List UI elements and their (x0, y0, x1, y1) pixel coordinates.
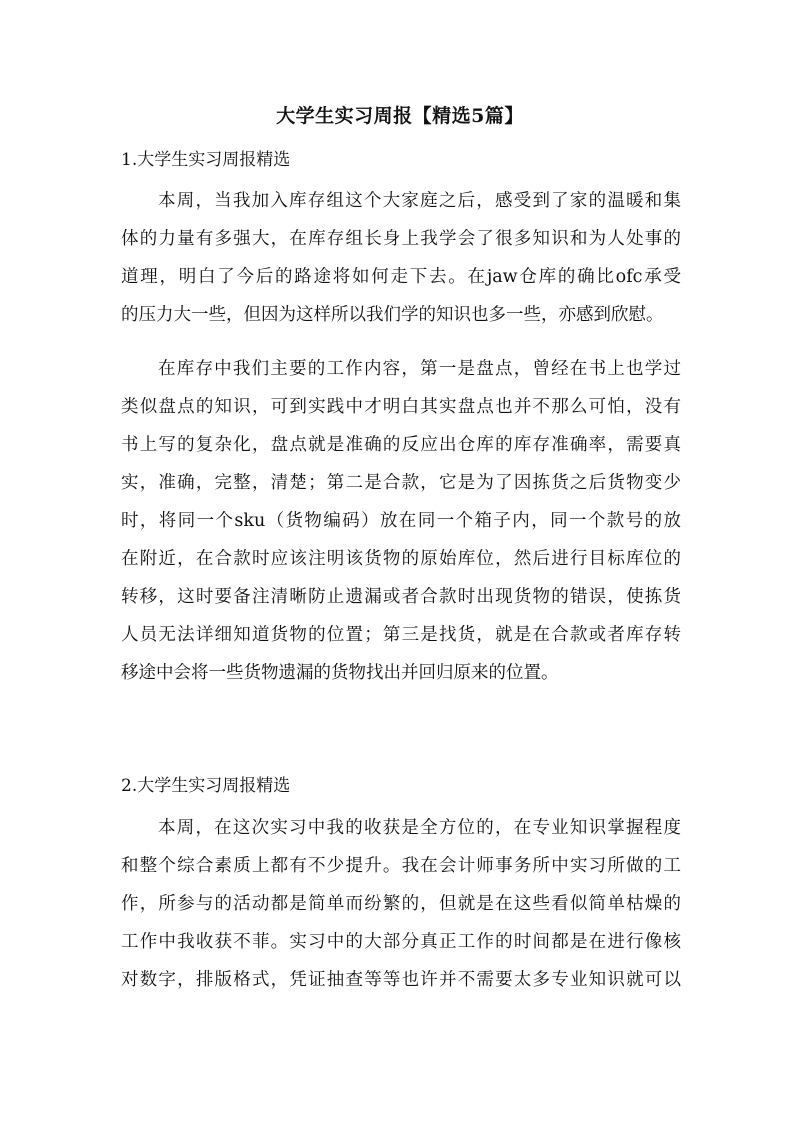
section-heading-2: 2.大学生实习周报精选 (121, 776, 291, 796)
paragraph-line: 道理，明白了今后的路途将如何走下去。在jaw仓库的确比ofc承受 (121, 267, 681, 287)
section-heading-1: 1.大学生实习周报精选 (121, 150, 291, 170)
paragraph-line: 时，将同一个sku（货物编码）放在同一个箱子内，同一个款号的放 (121, 511, 681, 531)
section-1-paragraph-1 (121, 182, 681, 334)
paragraph-line: 类似盘点的知识，可到实践中才明白其实盘点也并不那么可怕，没有 (121, 397, 681, 417)
paragraph-line: 和整个综合素质上都有不少提升。我在会计师事务所中实习所做的工 (121, 856, 681, 876)
paragraph-line: 本周，当我加入库存组这个大家庭之后，感受到了家的温暖和集 (158, 191, 681, 211)
paragraph-line: 人员无法详细知道货物的位置；第三是找货，就是在合款或者库存转 (121, 625, 681, 645)
paragraph-line: 的压力大一些，但因为这样所以我们学的知识也多一些，亦感到欣慰。 (121, 305, 664, 325)
section-2-paragraph-1 (121, 809, 681, 999)
section-1-paragraph-2 (121, 350, 681, 692)
paragraph-line: 转移，这时要备注清晰防止遗漏或者合款时出现货物的错误，使拣货 (121, 587, 681, 607)
paragraph-line: 在附近，在合款时应该注明该货物的原始库位，然后进行目标库位的 (121, 549, 681, 569)
paragraph-line: 在库存中我们主要的工作内容，第一是盘点，曾经在书上也学过 (158, 359, 681, 379)
paragraph-line: 体的力量有多强大，在库存组长身上我学会了很多知识和为人处事的 (121, 229, 681, 249)
paragraph-line: 移途中会将一些货物遗漏的货物找出并回归原来的位置。 (121, 663, 559, 683)
paragraph-line: 工作中我收获不菲。实习中的大部分真正工作的时间都是在进行像核 (121, 932, 681, 952)
paragraph-line: 本周，在这次实习中我的收获是全方位的，在专业知识掌握程度 (158, 818, 681, 838)
document-title: 大学生实习周报【精选5篇】 (276, 105, 524, 127)
paragraph-line: 作，所参与的活动都是简单而纷繁的，但就是在这些看似简单枯燥的 (121, 894, 681, 914)
paragraph-line: 实，准确，完整，清楚；第二是合款，它是为了因拣货之后货物变少 (121, 473, 681, 493)
paragraph-line: 对数字，排版格式，凭证抽查等等也许并不需要太多专业知识就可以 (121, 970, 681, 990)
paragraph-line: 书上写的复杂化，盘点就是准确的反应出仓库的库存准确率，需要真 (121, 435, 681, 455)
